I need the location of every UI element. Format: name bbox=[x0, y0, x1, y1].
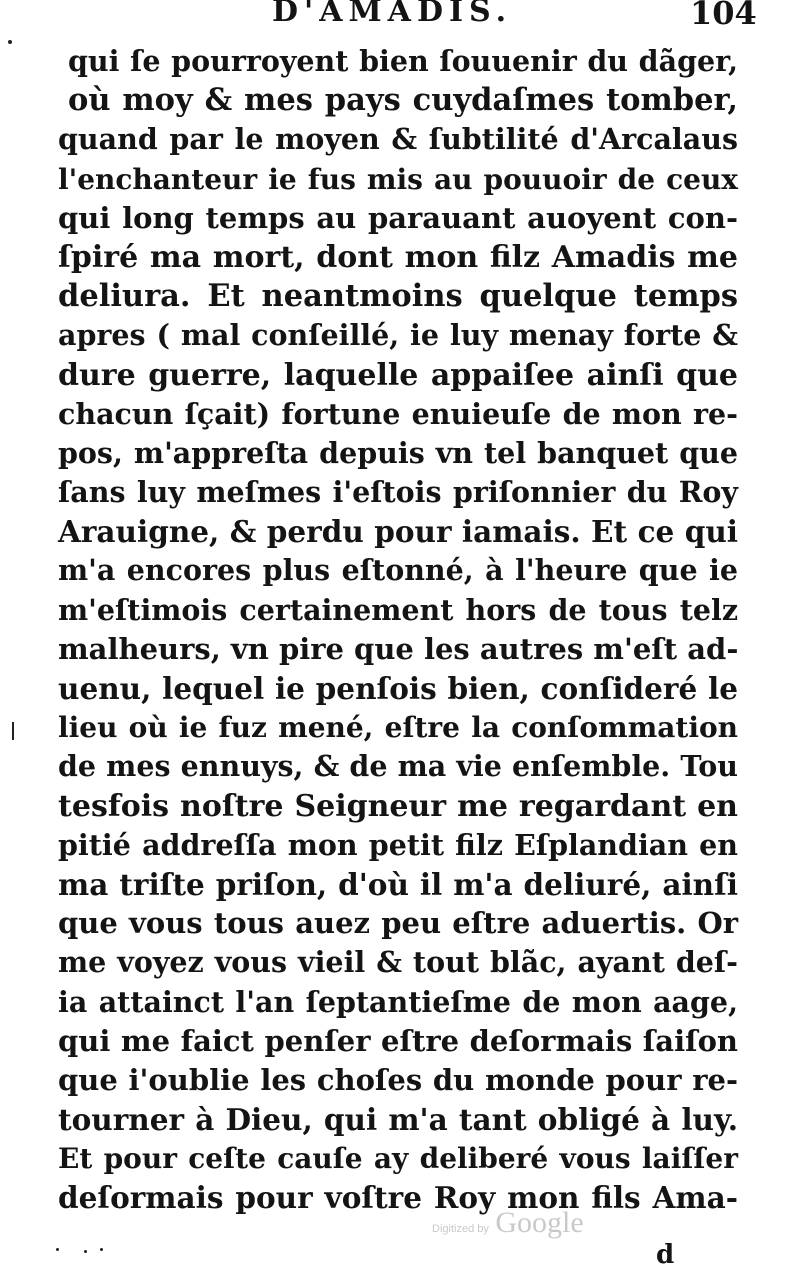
text-line: malheurs, vn pire que les autres m'eſt ad- bbox=[58, 631, 739, 666]
text-line: apres ( mal conſeillé, ie luy menay forte & bbox=[58, 318, 738, 353]
text-line: où moy & mes pays cuydaſmes tomber, bbox=[68, 82, 738, 119]
text-line: chacun ſçait) fortune enuieuſe de mon re- bbox=[58, 396, 738, 431]
text-line: ſpiré ma mort, dont mon filz Amadis me bbox=[58, 239, 738, 275]
text-line: qui me faict penſer eſtre deſormais ſaiſon bbox=[58, 1023, 738, 1058]
watermark-logo-text: Google bbox=[495, 1206, 584, 1239]
text-line: que i'oublie les choſes du monde pour re- bbox=[58, 1062, 738, 1097]
text-line: me voyez vous vieil & tout blãc, ayant deſ- bbox=[58, 945, 738, 980]
text-line: m'eſtimois certainement hors de tous telz bbox=[58, 592, 738, 627]
text-line: ia attainct l'an ſeptantieſme de mon aage, bbox=[58, 984, 738, 1019]
watermark-prefix: Digitized by bbox=[432, 1223, 489, 1235]
scan-speck bbox=[8, 40, 12, 44]
scan-speck bbox=[100, 1248, 103, 1251]
text-line: dure guerre, laquelle appaiſee ainſi que bbox=[58, 357, 738, 393]
text-line: qui long temps au parauant auoyent con- bbox=[58, 200, 738, 235]
text-line: de mes ennuys, & de ma vie enſemble. Tou bbox=[58, 749, 738, 784]
text-line: ſans luy meſmes i'eſtois priſonnier du Roy bbox=[58, 475, 738, 510]
text-line: ma triſte priſon, d'où il m'a deliuré, ainſi bbox=[58, 866, 738, 902]
text-line: tesfois noſtre Seigneur me regardant en bbox=[58, 788, 738, 824]
running-head: D'AMADIS. bbox=[272, 0, 513, 29]
text-line: que vous tous auez peu eſtre aduertis. Or bbox=[58, 906, 738, 941]
body-text bbox=[58, 42, 738, 1218]
digitized-watermark bbox=[432, 1206, 584, 1240]
text-line: uenu, lequel ie penſois bien, conſideré le bbox=[58, 671, 738, 706]
catchword: d bbox=[656, 1240, 675, 1270]
text-line: pitié addreſſa mon petit filz Eſplandian en bbox=[58, 827, 738, 862]
page-header bbox=[0, 0, 804, 38]
scan-speck bbox=[12, 722, 14, 740]
text-line: Et pour ceſte cauſe ay deliberé vous laiſſer bbox=[58, 1142, 738, 1176]
text-line: Arauigne, & perdu pour iamais. Et ce qui bbox=[58, 514, 738, 550]
text-line: l'enchanteur ie fus mis au pouuoir de ceux bbox=[58, 162, 738, 196]
scan-speck bbox=[56, 1248, 59, 1251]
scan-speck bbox=[84, 1250, 87, 1253]
text-line: qui ſe pourroyent bien ſouuenir du dãger, bbox=[68, 44, 738, 78]
text-line: tourner à Dieu, qui m'a tant obligé à luy. bbox=[58, 1102, 738, 1138]
text-line: m'a encores plus eſtonné, à l'heure que ie bbox=[58, 553, 738, 588]
text-line: deliura. Et neantmoins quelque temps bbox=[58, 278, 738, 315]
page-number: 104 bbox=[690, 0, 757, 32]
text-line: quand par le moyen & ſubtilité d'Arcalaus bbox=[58, 122, 738, 157]
text-line: deſormais pour voſtre Roy mon fils Ama- bbox=[58, 1180, 738, 1216]
text-line: pos, m'appreſta depuis vn tel banquet que bbox=[58, 435, 738, 470]
text-line: lieu où ie fuz mené, eſtre la conſommation bbox=[58, 711, 738, 745]
